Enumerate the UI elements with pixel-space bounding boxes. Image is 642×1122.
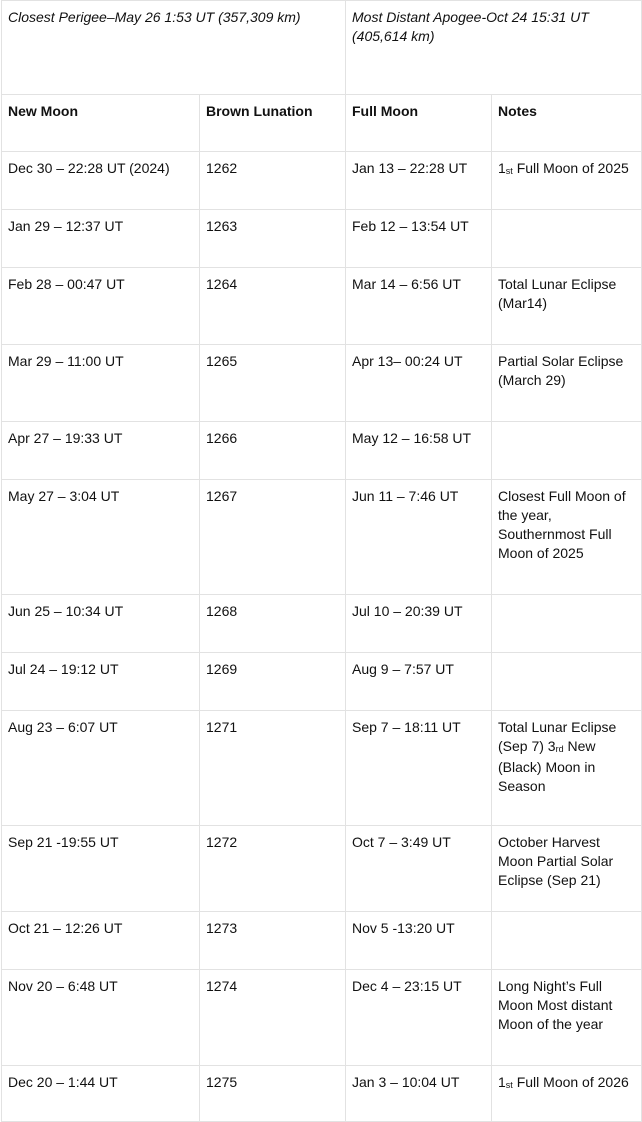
table-row bbox=[2, 595, 642, 653]
full-moon-cell: Jul 10 – 20:39 UT bbox=[346, 595, 492, 653]
notes-cell bbox=[492, 268, 642, 345]
distant-apogee-cell: Most Distant Apogee-Oct 24 15:31 UT (405,614 km) bbox=[346, 1, 642, 95]
brown-lunation-cell: 1275 bbox=[200, 1066, 346, 1122]
notes-text: Total Lunar Eclipse (Sep 7) 3 bbox=[498, 719, 617, 754]
brown-lunation-cell: 1272 bbox=[200, 826, 346, 912]
notes-cell bbox=[492, 595, 642, 653]
table-row bbox=[2, 653, 642, 711]
new-moon-cell: Nov 20 – 6:48 UT bbox=[2, 970, 200, 1066]
full-moon-cell: May 12 – 16:58 UT bbox=[346, 422, 492, 480]
brown-lunation-cell: 1271 bbox=[200, 711, 346, 826]
full-moon-cell: Sep 7 – 18:11 UT bbox=[346, 711, 492, 826]
brown-lunation-cell: 1263 bbox=[200, 210, 346, 268]
brown-lunation-cell: 1267 bbox=[200, 480, 346, 595]
header-notes: Notes bbox=[492, 95, 642, 152]
full-moon-cell: Nov 5 -13:20 UT bbox=[346, 912, 492, 970]
new-moon-cell: Mar 29 – 11:00 UT bbox=[2, 345, 200, 422]
table-row bbox=[2, 480, 642, 595]
new-moon-cell: Feb 28 – 00:47 UT bbox=[2, 268, 200, 345]
new-moon-cell: Oct 21 – 12:26 UT bbox=[2, 912, 200, 970]
brown-lunation-cell: 1269 bbox=[200, 653, 346, 711]
full-moon-cell: Feb 12 – 13:54 UT bbox=[346, 210, 492, 268]
notes-cell bbox=[492, 1066, 642, 1122]
notes-text-continued: New (Black) Moon in Season bbox=[498, 738, 596, 794]
full-moon-cell: Jun 11 – 7:46 UT bbox=[346, 480, 492, 595]
table-row bbox=[2, 826, 642, 912]
new-moon-cell: Dec 30 – 22:28 UT (2024) bbox=[2, 152, 200, 210]
header-brown-lunation: Brown Lunation bbox=[200, 95, 346, 152]
notes-text: 1 bbox=[498, 1074, 506, 1090]
notes-cell bbox=[492, 210, 642, 268]
table-row bbox=[2, 1066, 642, 1122]
new-moon-cell: Apr 27 – 19:33 UT bbox=[2, 422, 200, 480]
new-moon-cell: Jul 24 – 19:12 UT bbox=[2, 653, 200, 711]
full-moon-cell: Oct 7 – 3:49 UT bbox=[346, 826, 492, 912]
table-row bbox=[2, 912, 642, 970]
notes-cell bbox=[492, 826, 642, 912]
notes-text: Total Lunar Eclipse (Mar14) bbox=[498, 276, 617, 311]
notes-text: 1 bbox=[498, 160, 506, 176]
new-moon-cell: Jun 25 – 10:34 UT bbox=[2, 595, 200, 653]
full-moon-cell: Jan 13 – 22:28 UT bbox=[346, 152, 492, 210]
new-moon-cell: Sep 21 -19:55 UT bbox=[2, 826, 200, 912]
new-moon-cell: Jan 29 – 12:37 UT bbox=[2, 210, 200, 268]
notes-text-continued: Full Moon of 2026 bbox=[512, 1074, 629, 1090]
brown-lunation-cell: 1265 bbox=[200, 345, 346, 422]
notes-text: Closest Full Moon of the year, Southernmost Full Moon of 2025 bbox=[498, 488, 626, 561]
closest-perigee-cell: Closest Perigee–May 26 1:53 UT (357,309 km) bbox=[2, 1, 346, 95]
notes-cell bbox=[492, 970, 642, 1066]
notes-cell bbox=[492, 912, 642, 970]
ordinal-suffix: rd bbox=[555, 744, 564, 754]
full-moon-cell: Apr 13– 00:24 UT bbox=[346, 345, 492, 422]
notes-cell bbox=[492, 653, 642, 711]
brown-lunation-cell: 1264 bbox=[200, 268, 346, 345]
notes-cell bbox=[492, 152, 642, 210]
table-row bbox=[2, 268, 642, 345]
full-moon-cell: Mar 14 – 6:56 UT bbox=[346, 268, 492, 345]
full-moon-cell: Jan 3 – 10:04 UT bbox=[346, 1066, 492, 1122]
notes-text: Long Night’s Full Moon Most distant Moon of the year bbox=[498, 978, 613, 1032]
new-moon-cell: Aug 23 – 6:07 UT bbox=[2, 711, 200, 826]
full-moon-cell: Dec 4 – 23:15 UT bbox=[346, 970, 492, 1066]
notes-cell bbox=[492, 480, 642, 595]
new-moon-cell: Dec 20 – 1:44 UT bbox=[2, 1066, 200, 1122]
table-row bbox=[2, 970, 642, 1066]
ordinal-suffix: st bbox=[505, 166, 513, 176]
notes-cell bbox=[492, 711, 642, 826]
table-row bbox=[2, 711, 642, 826]
brown-lunation-cell: 1273 bbox=[200, 912, 346, 970]
table-body bbox=[2, 152, 642, 1122]
brown-lunation-cell: 1266 bbox=[200, 422, 346, 480]
table-row bbox=[2, 152, 642, 210]
notes-cell bbox=[492, 422, 642, 480]
ordinal-suffix: st bbox=[505, 1080, 513, 1090]
header-new-moon: New Moon bbox=[2, 95, 200, 152]
orbit-extremes-row bbox=[2, 1, 642, 95]
moon-phase-table bbox=[1, 0, 642, 1122]
notes-text: Partial Solar Eclipse (March 29) bbox=[498, 353, 624, 388]
table-row bbox=[2, 422, 642, 480]
notes-text: October Harvest Moon Partial Solar Eclipse (Sep 21) bbox=[498, 834, 614, 888]
brown-lunation-cell: 1262 bbox=[200, 152, 346, 210]
header-full-moon: Full Moon bbox=[346, 95, 492, 152]
column-header-row bbox=[2, 95, 642, 152]
notes-cell bbox=[492, 345, 642, 422]
full-moon-cell: Aug 9 – 7:57 UT bbox=[346, 653, 492, 711]
new-moon-cell: May 27 – 3:04 UT bbox=[2, 480, 200, 595]
brown-lunation-cell: 1274 bbox=[200, 970, 346, 1066]
table-row bbox=[2, 210, 642, 268]
brown-lunation-cell: 1268 bbox=[200, 595, 346, 653]
table-row bbox=[2, 345, 642, 422]
notes-text-continued: Full Moon of 2025 bbox=[512, 160, 629, 176]
